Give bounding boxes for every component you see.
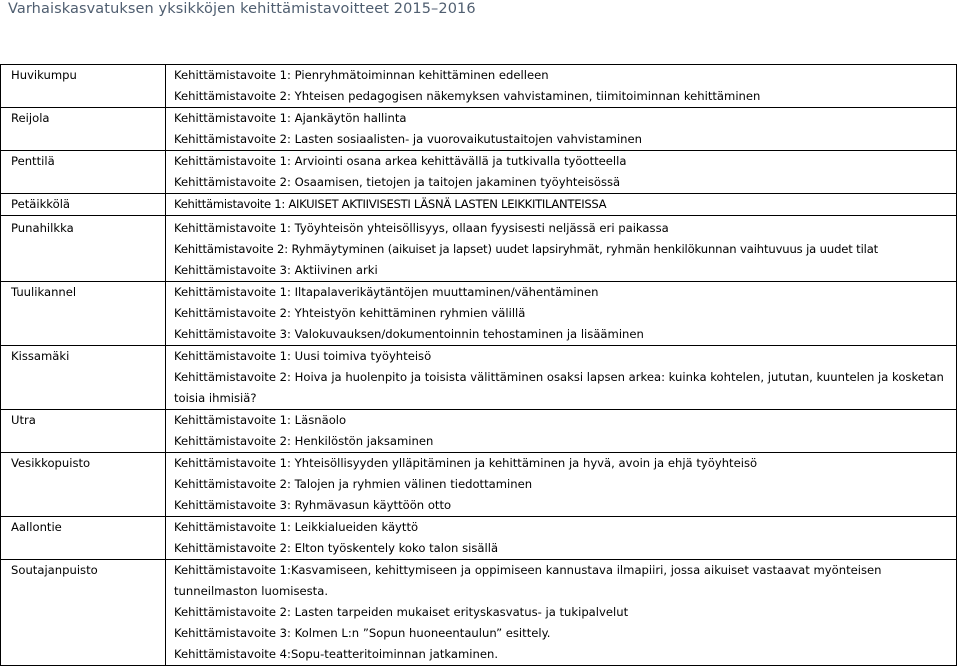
unit-cell (1, 282, 166, 346)
unit-cell (1, 517, 166, 560)
table-row (1, 346, 957, 410)
goals-cell (166, 216, 957, 282)
goal-text: Kehittämistavoite 1: Ajankäytön hallinta (174, 111, 407, 125)
goal-text: Kehittämistavoite 3: Aktiivinen arki (174, 263, 378, 277)
goal-text: Kehittämistavoite 1: AIKUISET AKTIIVISESTI LÄSNÄ LASTEN LEIKKITILANTEISSA (174, 197, 607, 211)
table-row (1, 282, 957, 346)
goal-text: Kehittämistavoite 3: Kolmen L:n ”Sopun huoneentaulun” esittely. (174, 626, 551, 640)
table-row (1, 410, 957, 453)
unit-cell (1, 410, 166, 453)
unit-name: Soutajanpuisto (11, 563, 98, 577)
unit-name: Reijola (11, 111, 50, 125)
goal-text: Kehittämistavoite 1: Läsnäolo (174, 413, 347, 427)
goal-text: Kehittämistavoite 1:Kasvamiseen, kehittymiseen ja oppimiseen kannustava ilmapiiri, jossa aikuiset vastaavat myönteisen tunneilmaston luomisesta. (174, 563, 882, 598)
unit-name: Punahilkka (11, 221, 74, 235)
unit-name: Aallontie (11, 520, 62, 534)
goal-text: Kehittämistavoite 2: Lasten tarpeiden mukaiset erityskasvatus- ja tukipalvelut (174, 605, 629, 619)
goal-text: Kehittämistavoite 2: Yhteistyön kehittäminen ryhmien välillä (174, 306, 526, 320)
unit-name: Penttilä (11, 154, 55, 168)
goal-text: Kehittämistavoite 2: Yhteisen pedagogisen näkemyksen vahvistaminen, tiimitoiminnan kehittäminen (174, 89, 761, 103)
goal-text: Kehittämistavoite 2: Hoiva ja huolenpito ja toisista välittäminen osaksi lapsen arkea: kuinka kohtelen, jututan, kuuntelen ja kosketan toisia ihmisiä? (174, 370, 944, 405)
table-row (1, 560, 957, 666)
goal-text: Kehittämistavoite 3: Ryhmävasun käyttöön otto (174, 498, 452, 512)
goals-cell (166, 108, 957, 151)
goal-text: Kehittämistavoite 3: Valokuvauksen/dokumentoinnin tehostaminen ja lisääminen (174, 327, 644, 341)
unit-cell (1, 560, 166, 666)
goals-cell (166, 560, 957, 666)
unit-name: Tuulikannel (11, 285, 77, 299)
table-row (1, 65, 957, 108)
unit-name: Petäikkölä (11, 197, 71, 211)
unit-cell (1, 346, 166, 410)
unit-name: Kissamäki (11, 349, 70, 363)
goal-text: Kehittämistavoite 2: Talojen ja ryhmien välinen tiedottaminen (174, 477, 533, 491)
unit-cell (1, 216, 166, 282)
goals-cell (166, 453, 957, 517)
goals-cell (166, 346, 957, 410)
goal-text: Kehittämistavoite 4:Sopu-teatteritoiminnan jatkaminen. (174, 647, 499, 661)
unit-cell (1, 151, 166, 194)
goals-cell (166, 517, 957, 560)
unit-cell (1, 453, 166, 517)
unit-name: Huvikumpu (11, 68, 77, 82)
goal-text: Kehittämistavoite 1: Iltapalaverikäytäntöjen muuttaminen/vähentäminen (174, 285, 599, 299)
goals-table (0, 64, 957, 666)
goal-text: Kehittämistavoite 2: Ryhmäytyminen (aikuiset ja lapset) uudet lapsiryhmät, ryhmän henkilökunnan vaihtuvuus ja uudet tilat (174, 242, 879, 256)
goal-text: Kehittämistavoite 2: Osaamisen, tietojen ja taitojen jakaminen työyhteisössä (174, 175, 621, 189)
unit-name: Utra (11, 413, 36, 427)
unit-name: Vesikkopuisto (11, 456, 91, 470)
goal-text: Kehittämistavoite 1: Arviointi osana arkea kehittävällä ja tutkivalla työotteella (174, 154, 627, 168)
table-row (1, 517, 957, 560)
unit-cell (1, 65, 166, 108)
table-row (1, 151, 957, 194)
goals-cell (166, 65, 957, 108)
goals-cell (166, 194, 957, 216)
table-row (1, 216, 957, 282)
goal-text: Kehittämistavoite 1: Uusi toimiva työyhteisö (174, 349, 432, 363)
unit-cell (1, 108, 166, 151)
goals-cell (166, 151, 957, 194)
goal-text: Kehittämistavoite 2: Henkilöstön jaksaminen (174, 434, 434, 448)
table-row (1, 194, 957, 216)
goals-cell (166, 410, 957, 453)
goal-text: Kehittämistavoite 2: Elton työskentely koko talon sisällä (174, 541, 499, 555)
table-row (1, 453, 957, 517)
goals-cell (166, 282, 957, 346)
goal-text: Kehittämistavoite 1: Leikkialueiden käyttö (174, 520, 419, 534)
goal-text: Kehittämistavoite 2: Lasten sosiaalisten- ja vuorovaikutustaitojen vahvistaminen (174, 132, 643, 146)
document-title: Varhaiskasvatuksen yksikköjen kehittämistavoitteet 2015–2016 (8, 1, 476, 17)
unit-cell (1, 194, 166, 216)
table-row (1, 108, 957, 151)
goal-text: Kehittämistavoite 1: Pienryhmätoiminnan kehittäminen edelleen (174, 68, 549, 82)
goal-text: Kehittämistavoite 1: Työyhteisön yhteisöllisyys, ollaan fyysisesti neljässä eri paikassa (174, 221, 669, 235)
goal-text: Kehittämistavoite 1: Yhteisöllisyyden ylläpitäminen ja kehittäminen ja hyvä, avoin ja ehjä työyhteisö (174, 456, 758, 470)
